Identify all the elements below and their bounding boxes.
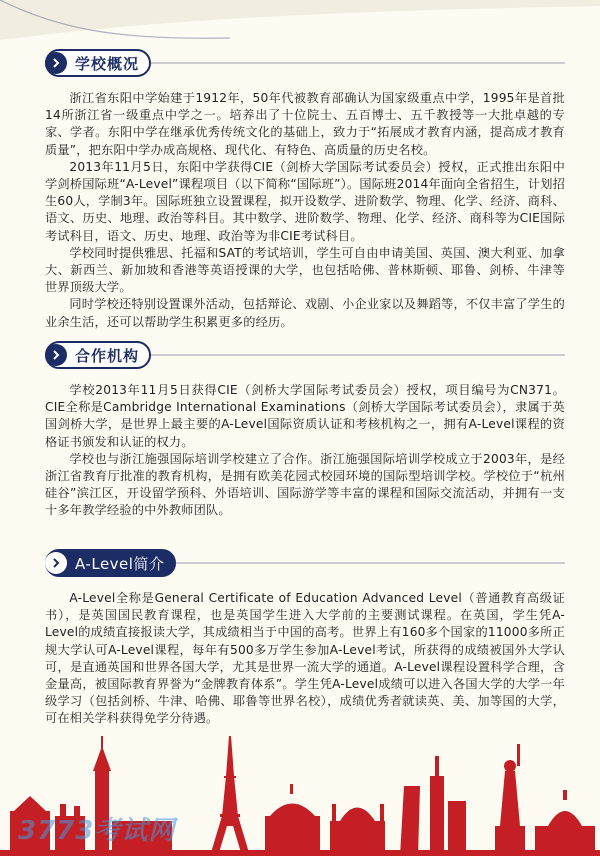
- section-a-level-intro: [45, 550, 565, 728]
- paragraph: 学校2013年11月5日获得CIE（剑桥大学国际考试委员会）授权，项目编号为CN371。CIE全称是Cambridge International Examinations（剑桥大学国际考试委员会），隶属于英国剑桥大学，是世界上最主要的A-Level国际资质认证和考核机构之一，拥有A-Level课程的资格证书颁发和认证的权力。: [45, 383, 565, 449]
- section-heading: [45, 550, 565, 576]
- paragraph: A-Level全称是General Certificate of Education Advanced Level（普通教育高级证书），是英国国民教育课程，也是英国学生进入大学前的主要测试课程。在英国，学生凭A-Level的成绩直接报读大学，其成绩相当于中国的高考。世界上有160多个国家的11000多所正规大学认可A-Level课程，每年有500多万学生参加A-Level考试，所获得的成绩被国外大学认可，是直通英国和世界各国大学，尤其是世界一流大学的通道。A-Level课程设置科学合理，含金量高，被国际教育界誉为“金牌教育体系”。学生凭A-Level成绩可以进入各国大学的大学一年级学习（包括剑桥、牛津、哈佛、耶鲁等世界名校），成绩优秀者就读英、美、加等国的大学，可在相关学科获得免学分待遇。: [45, 591, 565, 726]
- chevron-right-icon: [45, 344, 67, 366]
- paragraph: 学校同时提供雅思、托福和SAT的考试培训，学生可自由申请美国、英国、澳大利亚、加拿大、新西兰、新加坡和香港等英语授课的大学，也包括哈佛、普林斯顿、耶鲁、剑桥、牛津等世界顶级大学。: [45, 245, 565, 295]
- section-title: 学校概况: [75, 54, 140, 73]
- site-watermark: 3773考试网: [18, 816, 176, 846]
- chevron-right-icon: [45, 52, 67, 74]
- paragraph: 浙江省东阳中学始建于1912年，50年代被教育部确认为国家级重点中学，1995年是首批14所浙江省一级重点中学之一。培养出了十位院士、五百博士、五千教授等一大批卓越的专家、学者。东阳中学在继承优秀传统文化的基础上，致力于“拓展成才教育内涵，提高成才教育质量”，把东阳中学办成高规格、现代化、有特色、高质量的历史名校。: [45, 91, 565, 157]
- section-school-overview: [45, 50, 565, 331]
- heading-pill: [45, 49, 151, 77]
- paragraph: 2013年11月5日，东阳中学获得CIE（剑桥大学国际考试委员会）授权，正式推出东阳中学剑桥国际班“A-Level”课程项目（以下简称“国际班”）。国际班2014年面向全省招生，计划招生60人，学制3年。国际班独立设置课程，拟开设数学、进阶数学、物理、化学、经济、商科、语文、历史、地理、政治等科目。其中数学、进阶数学、物理、化学、经济、商科等为CIE国际考试科目，语文、历史、地理、政治等为非CIE考试科目。: [45, 159, 565, 243]
- section-title: 合作机构: [75, 346, 140, 365]
- section-heading: [45, 50, 565, 76]
- section-partner-organizations: [45, 342, 565, 520]
- heading-pill: [45, 549, 176, 577]
- section-heading: [45, 342, 565, 368]
- section-title: A-Level简介: [75, 554, 165, 573]
- paragraph: 同时学校还特别设置课外活动，包括辩论、戏剧、小企业家以及舞蹈等，不仅丰富了学生的业余生活，还可以帮助学生积累更多的经历。: [45, 297, 565, 329]
- paragraph: 学校也与浙江施强国际培训学校建立了合作。浙江施强国际培训学校成立于2003年，是经浙江省教育厅批准的教育机构，是拥有欧美花园式校园环境的国际型培训学校。学校位于“杭州硅谷”滨江区，开设留学预科、外语培训、国际游学等丰富的课程和国际交流活动，并拥有一支十多年教学经验的中外教师团队。: [45, 451, 565, 518]
- chevron-right-icon: [45, 552, 67, 574]
- heading-pill: [45, 341, 151, 369]
